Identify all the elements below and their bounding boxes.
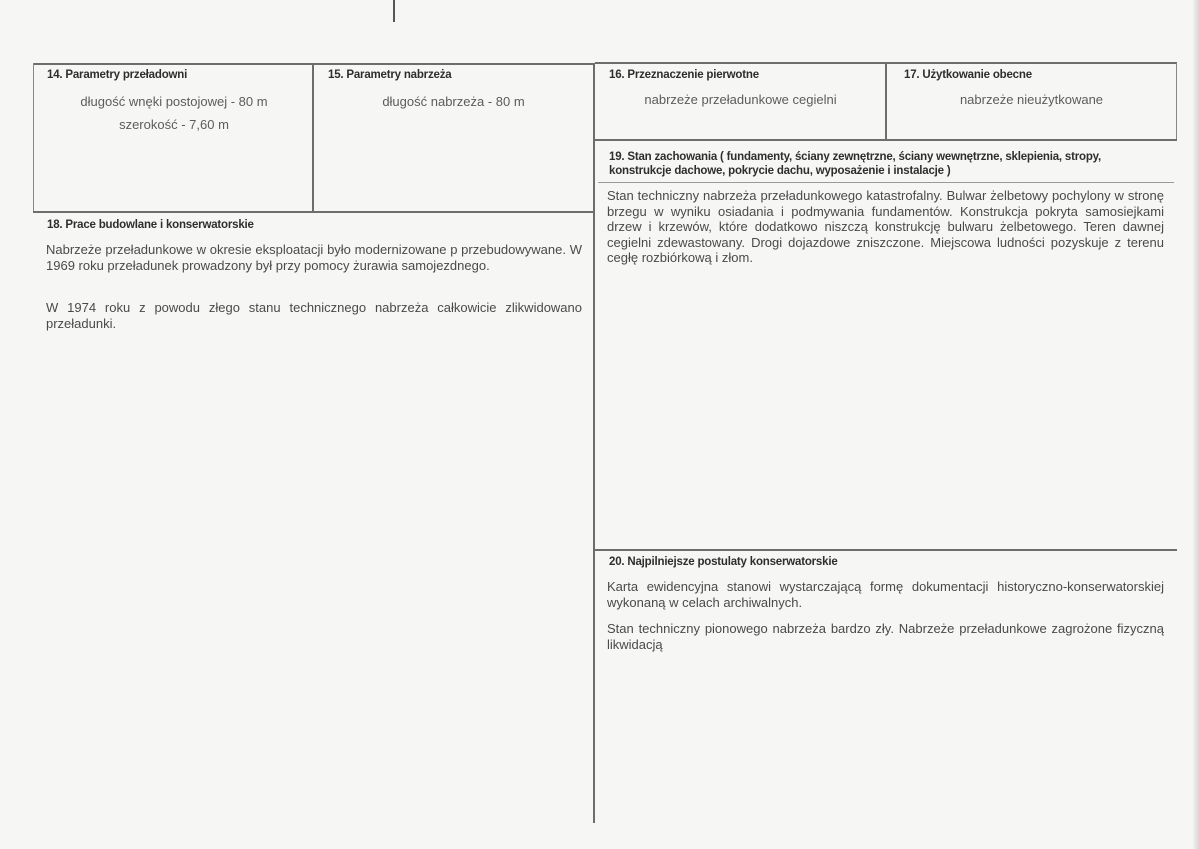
section-15-length: długość nabrzeża - 80 m [382,94,525,109]
section-18-text-2: W 1974 roku z powodu złego stanu technicznego nabrzeża całkowicie zlikwidowano przeładunki. [46,300,582,331]
section-15-title: 15. Parametry nabrzeża [328,69,452,81]
left-border [33,63,34,211]
rule-above-20 [595,549,1177,551]
rule-under-19-title [598,182,1174,183]
rule-under-16-17 [595,139,1177,141]
section-17-usage: nabrzeże nieużytkowane [959,92,1104,107]
scan-edge-shadow [1193,0,1199,849]
center-divider [593,63,595,823]
section-20-title: 20. Najpilniejsze postulaty konserwatorskie [609,556,838,568]
section-20-text-1: Karta ewidencyjna stanowi wystarczającą formę dokumentacji historyczno-konserwatorskiej wykonaną w celach archiwalnych. [607,579,1164,610]
divider-14-15 [312,63,314,212]
right-border [1176,63,1177,139]
section-17-title: 17. Użytkowanie obecne [904,69,1032,81]
section-19-text: Stan techniczny nabrzeża przeładunkowego katastrofalny. Bulwar żelbetowy pochylony w stronę brzegu w wyniku osiadania i podmywania fundamentów. Konstrukcja pokryta samosiejkami drzew i krzewów, które dodatkowo niszczą konstrukcję bulwaru żelbetowego. Teren dawnej cegielni zdewastowany. Drogi dojazdowe zniszczone. Miejscowa ludności pozyskuje z terenu cegłę rozbiórkową i złom. [607,188,1164,265]
top-tick-mark [393,0,395,22]
section-19-title: 19. Stan zachowania ( fundamenty, ściany zewnętrzne, ściany wewnętrzne, sklepienia, stropy, konstrukcje dachowe, pokrycie dachu, wyposażenie i instalacje ) [609,151,1102,177]
section-18-title: 18. Prace budowlane i konserwatorskie [47,219,254,231]
section-16-title: 16. Przeznaczenie pierwotne [609,69,759,81]
section-18-text-1: Nabrzeże przeładunkowe w okresie eksploatacji było modernizowane p przebudowywane. W 1969 roku przeładunek prowadzony był przy pomocy żurawia samojezdnego. [46,242,582,273]
top-rule-left [33,63,595,65]
section-14-length: długość wnęki postojowej - 80 m [80,94,268,109]
section-20-text-2: Stan techniczny pionowego nabrzeża bardzo zły. Nabrzeże przeładunkowe zagrożone fizyczną likwidacją [607,621,1164,652]
rule-under-14-15 [33,211,595,213]
section-14-width: szerokość - 7,60 m [119,117,229,132]
section-14-title: 14. Parametry przeładowni [47,69,188,81]
section-16-purpose: nabrzeże przeładunkowe cegielni [644,92,837,107]
